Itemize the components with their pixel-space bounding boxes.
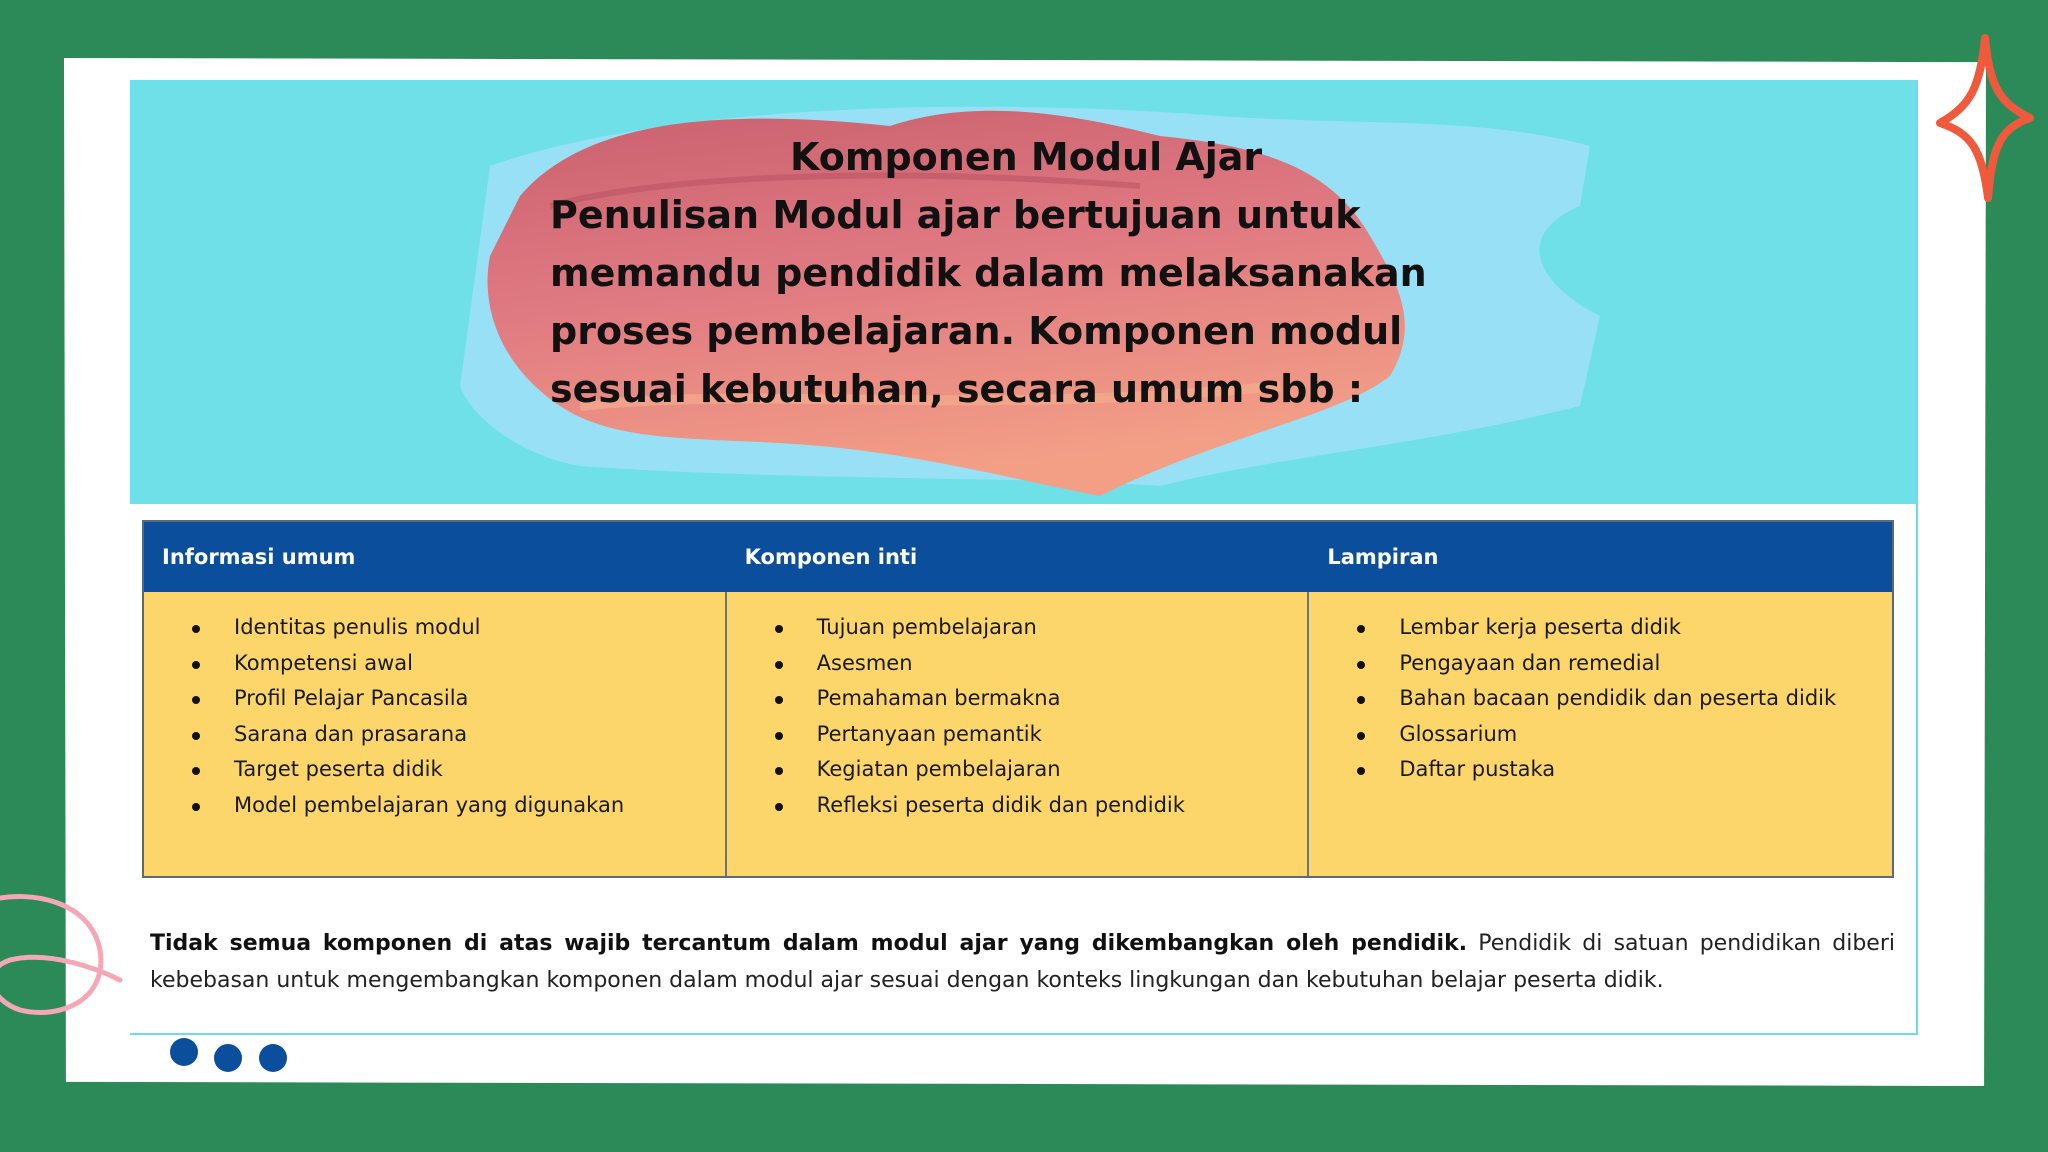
list-item: Sarana dan prasarana [234, 717, 725, 753]
bullet-list [144, 610, 725, 823]
list-item: Kompetensi awal [234, 646, 725, 682]
table-header-informasi-umum: Informasi umum [144, 522, 727, 592]
table-cell-informasi-umum [144, 592, 727, 876]
table-cell-lampiran [1309, 592, 1892, 876]
list-item: Tujuan pembelajaran [817, 610, 1308, 646]
list-item: Refleksi peserta didik dan pendidik [817, 788, 1308, 824]
banner-title: Komponen Modul Ajar [790, 135, 1263, 179]
sparkle-icon [1930, 28, 2040, 208]
list-item: Glossarium [1399, 717, 1892, 753]
list-item: Asesmen [817, 646, 1308, 682]
footer-note-bold: Tidak semua komponen di atas wajib tercantum dalam modul ajar yang dikembangkan oleh pendidik. [150, 931, 1468, 956]
list-item: Lembar kerja peserta didik [1399, 610, 1892, 646]
banner-text [550, 128, 1450, 418]
bullet-list [727, 610, 1308, 823]
list-item: Model pembelajaran yang digunakan [234, 788, 725, 824]
table-cell-komponen-inti [727, 592, 1310, 876]
table-header-komponen-inti: Komponen inti [727, 522, 1310, 592]
components-table [142, 520, 1894, 878]
list-item: Daftar pustaka [1399, 752, 1892, 788]
document-page [130, 80, 1918, 1035]
list-item: Kegiatan pembelajaran [817, 752, 1308, 788]
banner-description: Penulisan Modul ajar bertujuan untuk memandu pendidik dalam melaksanakan proses pembelajaran. Komponen modul sesuai kebutuhan, secara umum sbb : [550, 193, 1427, 411]
list-item: Identitas penulis modul [234, 610, 725, 646]
three-dots-icon [168, 1036, 298, 1076]
list-item: Bahan bacaan pendidik dan peserta didik [1399, 681, 1892, 717]
swirl-icon [0, 870, 130, 1040]
list-item: Target peserta didik [234, 752, 725, 788]
list-item: Pertanyaan pemantik [817, 717, 1308, 753]
list-item: Pemahaman bermakna [817, 681, 1308, 717]
footer-note-rest: Pendidik di satuan pendidikan diberi kebebasan untuk mengembangkan komponen dalam modul ajar sesuai dengan konteks lingkungan dan kebutuhan belajar peserta didik. [150, 931, 1896, 993]
table-header-lampiran: Lampiran [1309, 522, 1892, 592]
header-banner [130, 80, 1916, 504]
list-item: Pengayaan dan remedial [1399, 646, 1892, 682]
list-item: Profil Pelajar Pancasila [234, 681, 725, 717]
bullet-list [1309, 610, 1892, 788]
footer-note [150, 925, 1895, 999]
